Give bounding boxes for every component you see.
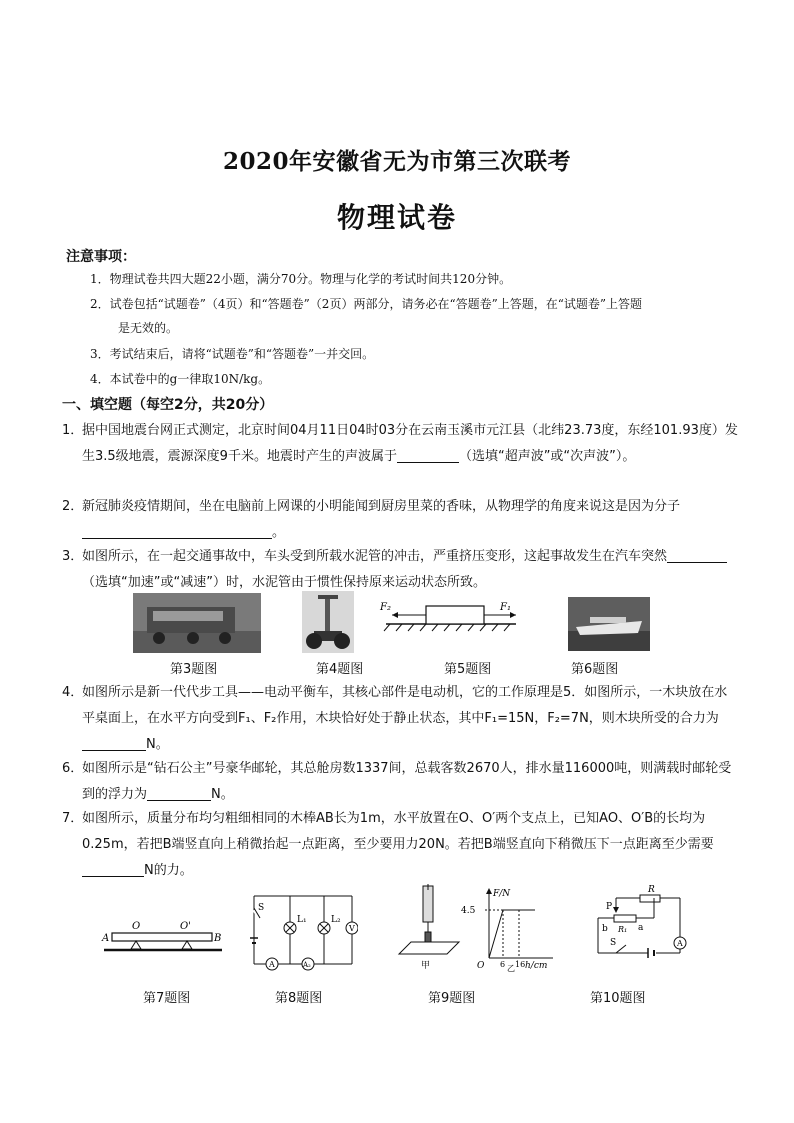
question-text-tail: N。 [211,787,234,802]
notice-item-2-cont: 是无效的。 [118,321,179,335]
question-text: 如图所示是新一代代步工具——电动平衡车，其核心部件是电动机，它的工作原理是5．如图所示，一木块放在水平桌面上，在水平方向受到F₁、F₂作用，木块恰好处于静止状态，其中F₁=15N，F₂=7N，则木块所受的合力为 [82,685,728,726]
fig5-block-diagram [376,598,526,634]
question-text-tail: 。 [272,525,286,540]
answer-blank[interactable] [82,860,144,877]
notice-item-3: 3．考试结束后，请将“试题卷”和“答题卷”一并交回。 [90,347,375,361]
question-number: 7． [62,811,84,826]
fig10-circuit-diagram [588,883,688,963]
question-1 [62,418,738,470]
question-number: 2． [62,499,84,514]
notice-item-1: 1．物理试卷共四大题22小题，满分70分。物理与化学的考试时间共120分钟。 [90,272,512,286]
question-7 [62,806,738,884]
question-number: 6． [62,761,84,776]
caption-fig7: 第7题图 [143,991,191,1006]
fig3-truck-photo [133,593,261,653]
fig9-label-16: 16 [515,960,526,969]
fig9-spring-scale-diagram [395,882,560,972]
question-text: 新冠肺炎疫情期间，坐在电脑前上网课的小明能闻到厨房里菜的香味，从物理学的角度来说这是因为分子 [82,499,681,514]
question-number: 3． [62,549,84,564]
caption-fig5: 第5题图 [444,662,492,677]
fig9-label-yi: 乙 [507,964,515,972]
fig10-label-r: R [648,885,655,895]
question-number: 4． [62,685,84,700]
fig10-label-a: a [638,923,644,933]
answer-blank[interactable] [82,734,146,751]
caption-fig4: 第4题图 [316,662,364,677]
fig8-label-s: S [258,903,265,913]
fig7-lever-diagram [100,915,230,960]
question-2 [62,494,738,546]
fig9-label-fn: F/N [493,889,511,899]
fig8-label-a2: A₂ [303,961,311,969]
fig10-label-s: S [610,938,617,948]
section-heading: 一、填空题（每空2分，共20分） [62,397,274,413]
question-4-5 [62,680,738,758]
answer-blank[interactable] [397,446,459,463]
question-text-tail: N。 [146,737,169,752]
question-number: 1． [62,423,84,438]
fig5-label-f2: F₂ [380,602,391,613]
notice-item-4: 4．本试卷中的g一律取10N/kg。 [90,372,271,386]
caption-fig10: 第10题图 [590,991,646,1006]
question-text: 如图所示，质量分布均匀粗细相同的木棒AB长为1m，水平放置在O、O′两个支点上，已知AO、O′B的长均为0.25m，若把B端竖直向上稍微抬起一点距离，至少要用力20N。若把B端竖直向下稍微压下一点距离至少需要 [82,811,714,852]
fig9-label-45: 4.5 [461,906,476,916]
fig7-label-a: A [102,933,110,944]
fig8-label-v: V [349,924,355,933]
fig9-label-hcm: h/cm [525,961,548,971]
fig10-label-ammeter: A [677,939,683,948]
fig5-label-f1: F₁ [500,602,511,613]
question-6 [62,756,738,808]
answer-blank[interactable] [667,546,727,563]
question-text: 如图所示是“钻石公主”号豪华邮轮，其总舱房数1337间，总载客数2670人，排水量116000吨，则满载时邮轮受到的浮力为 [82,761,732,802]
fig8-label-l1: L₁ [297,915,307,925]
question-text: 据中国地震台网正式测定，北京时间04月11日04时03分在云南玉溪市元江县（北纬23.73度，东经101.93度）发生3.5级地震，震源深度9千米。地震时产生的声波属于 [82,423,738,464]
exam-title: 2020年安徽省无为市第三次联考 [222,148,571,175]
fig9-label-6: 6 [500,960,506,969]
question-text: 如图所示，在一起交通事故中，车头受到所载水泥管的冲击，严重挤压变形，这起事故发生在汽车突然 [82,549,668,564]
question-text-tail: （选填“加速”或“减速”）时，水泥管由于惯性保持原来运动状态所致。 [82,575,486,590]
caption-fig3: 第3题图 [170,662,218,677]
notice-heading: 注意事项： [66,249,136,265]
caption-fig6: 第6题图 [571,662,619,677]
fig9-label-jia: 甲 [421,961,431,971]
answer-blank[interactable] [82,522,272,539]
fig8-circuit-diagram [248,890,358,972]
caption-fig8: 第8题图 [275,991,323,1006]
question-text-tail: N的力。 [144,863,193,878]
fig8-label-a: A [269,960,275,969]
notice-item-2: 2．试卷包括“试题卷”（4页）和“答题卷”（2页）两部分，请务必在“答题卷”上答题，在“试题卷”上答题 [90,297,642,311]
question-3 [62,544,738,596]
fig4-balance-scooter-photo [302,591,354,653]
fig10-label-r1: R₁ [618,925,628,934]
fig10-label-p: P [606,902,613,912]
fig8-label-l2: L₂ [331,915,341,925]
exam-subtitle: 物理试卷 [336,201,457,234]
fig10-label-b: b [602,924,608,934]
fig6-cruise-ship-photo [568,597,650,651]
caption-fig9: 第9题图 [428,991,476,1006]
question-text-tail: （选填“超声波”或“次声波”）。 [458,449,636,464]
fig7-label-b: B [214,933,222,944]
fig7-label-o-prime: O' [180,921,191,932]
fig7-label-o: O [132,921,141,932]
answer-blank[interactable] [147,784,211,801]
fig9-label-o: O [477,961,485,971]
